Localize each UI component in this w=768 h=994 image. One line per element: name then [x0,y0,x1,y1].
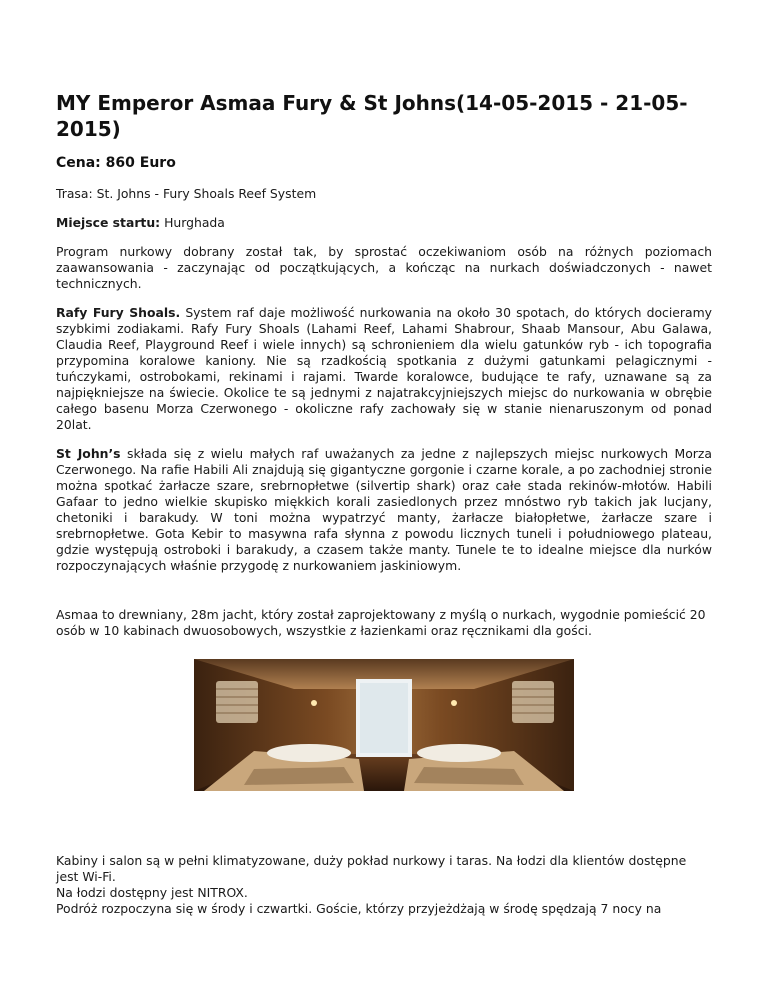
amenities-section [56,853,712,917]
schedule-line: Podróż rozpoczyna się w środy i czwartki. Goście, którzy przyjeżdżają w środę spędzają 7 nocy na [56,901,662,916]
document-page [56,90,712,917]
spacer-after-photo [56,791,712,853]
fury-shoals-text: System raf daje możliwość nurkowania na około 30 spotach, do których docieramy szybkimi zodiakami. Rafy Fury Shoals (Lahami Reef, Lahami Shabrour, Shaab Mansour, Abu Galawa, Claudia Reef, Playground Reef i wiele innych) są schronieniem dla wielu gatunków ryb - ich topografia przypomina koralowe kaniony. Nie są rzadkością spotkania z dużymi gatunkami pelagicznymi - tuńczykami, ostrobokami, rekinami i rajami. Twarde koralowce, budujące te rafy, uznawane są za najpiękniejsze na świecie. Okolice te są jednymi z najatrakcyjniejszych miejsc do nurkowania w obrębie całego basenu Morza Czerwonego - okoliczne rafy zachowały się w stanie nienaruszonym od ponad 20lat. [56,305,712,432]
start-value: Hurghada [160,215,225,230]
fury-shoals-label: Rafy Fury Shoals. [56,305,181,320]
spacer [56,587,712,607]
cabin-illustration [194,659,574,791]
start-location [56,215,712,231]
cabin-photo [194,659,574,791]
asmaa-paragraph: Asmaa to drewniany, 28m jacht, który został zaprojektowany z myślą o nurkach, wygodnie pomieścić 20 osób w 10 kabinach dwuosobowych, wszystkie z łazienkami oraz ręcznikami dla gości. [56,607,706,638]
page-title: MY Emperor Asmaa Fury & St Johns(14-05-2015 - 21-05-2015) [56,91,688,141]
amenities-line: Kabiny i salon są w pełni klimatyzowane, duży pokład nurkowy i taras. Na łodzi dla klientów dostępne jest Wi-Fi. [56,853,687,884]
fury-shoals-paragraph [56,305,712,433]
start-label: Miejsce startu: [56,215,161,230]
program-paragraph: Program nurkowy dobrany został tak, by sprostać oczekiwaniom osób na różnych poziomach zaawansowania - zaczynając od początkujących, a kończąc na nurkach doświadczonych - nawet technicznych. [56,244,712,291]
st-johns-paragraph [56,446,712,574]
st-johns-label: St John’s [56,446,121,461]
route-text: Trasa: St. Johns - Fury Shoals Reef System [56,186,317,201]
st-johns-text: składa się z wielu małych raf uważanych za jedne z najlepszych miejsc nurkowych Morza Czerwonego. Na rafie Habili Ali znajdują się gigantyczne gorgonie i czarne korale, a po zachodniej stronie można spotkać żarłacze szare, srebrnopłetwe (silvertip shark) oraz całe stada rekinów-młotów. Habili Gafaar to jedno wielkie skupisko miękkich korali zasiedlonych przez mnóstwo ryb takich jak lucjany, chetoniki i barakudy. W toni można wypatrzyć manty, żarłacze białopłetwe, żarłacze szare i srebrnopłetwe. Gota Kebir to masywna rafa słynna z powodu licznych tuneli i południowego plateau, gdzie występują ostroboki i barakudy, a czasem także manty. Tunele te to idealne miejsce dla nurków rozpoczynających właśnie przygodę z nurkowaniem jaskiniowym. [56,446,712,573]
photo-container [56,659,712,791]
price-heading: Cena: 860 Euro [56,155,176,171]
nitrox-line: Na łodzi dostępny jest NITROX. [56,885,248,900]
